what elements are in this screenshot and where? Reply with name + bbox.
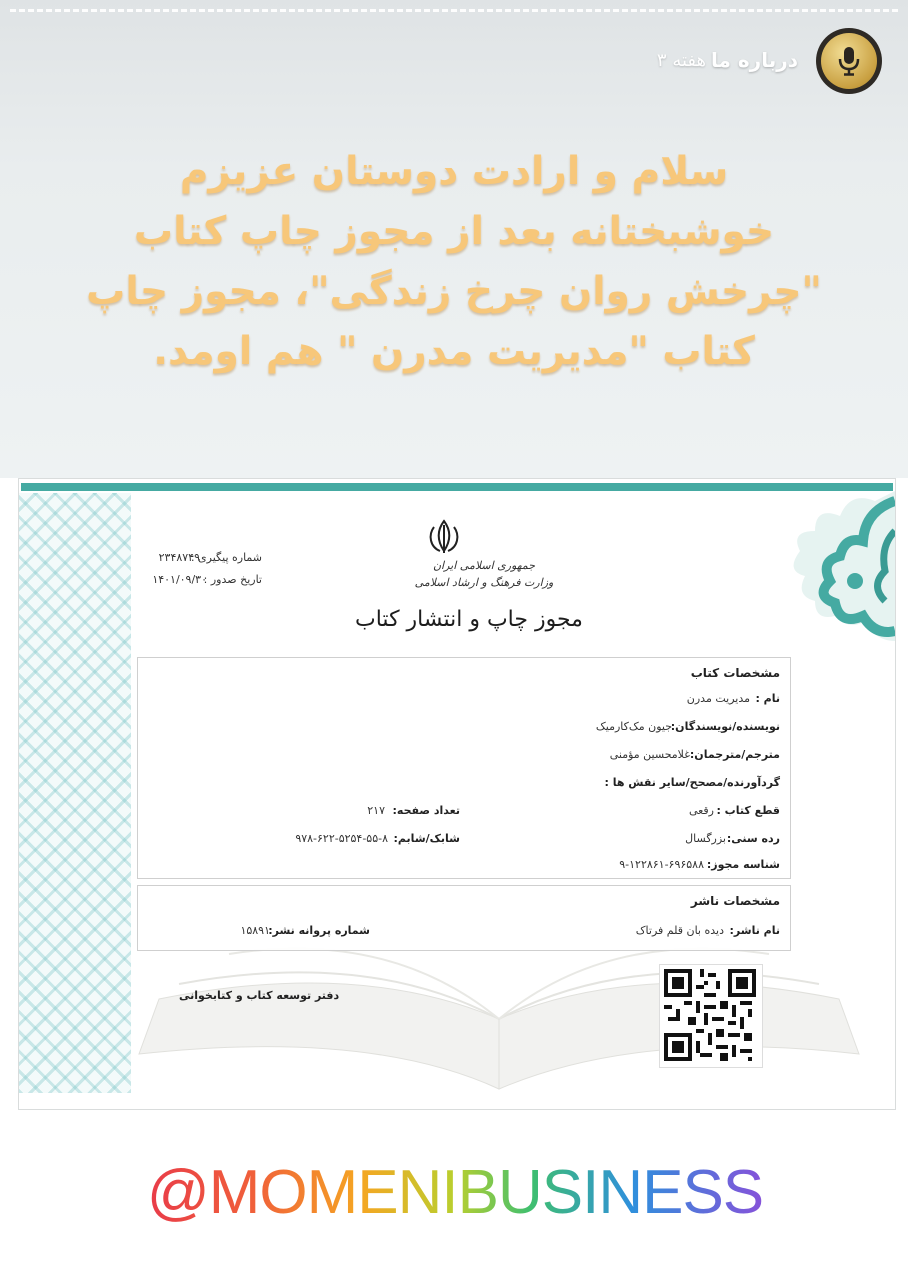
republic-line: جمهوری اسلامی ایران (432, 559, 536, 572)
ministry-header (384, 557, 584, 591)
instagram-handle[interactable]: @MOMENIBUSINESS (140, 1157, 770, 1228)
ornamental-border (19, 493, 131, 1093)
corner-ornament-icon (745, 491, 895, 641)
instagram-handle-banner[interactable] (140, 1135, 770, 1250)
caption-line: کتاب "مدیریت مدرن " هم اومد. (153, 329, 755, 374)
story-caption (40, 142, 868, 382)
translator-label: مترجم/مترجمان: (689, 748, 780, 761)
caption-line: خوشبختانه بعد از مجوز چاپ کتاب (133, 209, 775, 254)
qr-code-icon (659, 964, 763, 1068)
size-label: قطع کتاب : (716, 804, 780, 817)
publisher-label: نام ناشر: (729, 924, 780, 937)
tracking-label: شماره پیگیری : (190, 551, 262, 564)
certificate-title: مجوز چاپ و انتشار کتاب (355, 607, 583, 632)
publisher-details-box (137, 885, 791, 951)
pages-label: تعداد صفحه: (392, 804, 460, 817)
issuing-office: دفتر توسعه کتاب و کتابخوانی (179, 989, 340, 1002)
ministry-line: وزارت فرهنگ و ارشاد اسلامی (414, 576, 554, 589)
issue-date-label: تاریخ صدور : (203, 573, 262, 586)
pages-value: ۲۱۷ (367, 804, 385, 817)
avatar[interactable] (816, 28, 882, 94)
publisher-value: دیده بان قلم فرتاک (635, 924, 724, 937)
compiler-label: گردآورنده/مصحح/سایر نقش ها : (604, 776, 780, 789)
isbn-value: ۹۷۸-۶۲۲-۵۲۵۴-۵۵-۸ (295, 832, 388, 845)
caption-line: "چرخش روان چرخ زندگی"، مجوز چاپ (86, 269, 822, 314)
caption-line: سلام و ارادت دوستان عزیزم (179, 149, 729, 194)
tracking-value: ۲۳۴۸۷۴۹ (158, 551, 200, 564)
story-background (0, 0, 908, 478)
age-label: رده سنی: (726, 832, 780, 845)
iran-emblem-icon (424, 517, 464, 557)
story-time: ۳ هفته (656, 50, 706, 71)
license-value: ۱۵۸۹۱ (240, 924, 270, 937)
issue-date-value: ۱۴۰۱/۰۹/۳۰ (152, 573, 207, 586)
author-label: نویسنده/نویسندگان: (670, 720, 780, 733)
permit-certificate-image (18, 478, 896, 1110)
certificate-top-stripe (21, 483, 893, 491)
story-header (22, 28, 882, 98)
author-value: جیون مک‌کارمیک (595, 720, 672, 733)
translator-value: غلامحسین مؤمنی (609, 748, 690, 761)
book-details-title: مشخصات کتاب (690, 666, 780, 680)
permit-id-value: ۹-۱۲۲۸۶۱-۶۹۶۵۸۸ (619, 858, 704, 871)
story-progress-bar (10, 9, 898, 15)
size-value: رقعی (688, 804, 714, 817)
permit-id-label: شناسه مجوز: (706, 858, 780, 871)
book-details-box (137, 657, 791, 879)
license-label: شماره پروانه نشر: (268, 924, 370, 937)
name-label: نام : (755, 692, 780, 705)
story-username[interactable]: درباره ما (711, 48, 798, 72)
age-value: بزرگسال (685, 832, 726, 845)
name-value: مدیریت مدرن (686, 692, 750, 705)
isbn-label: شابک/شابم: (393, 832, 460, 845)
microphone-icon (821, 33, 877, 89)
publisher-details-title: مشخصات ناشر (690, 894, 780, 908)
